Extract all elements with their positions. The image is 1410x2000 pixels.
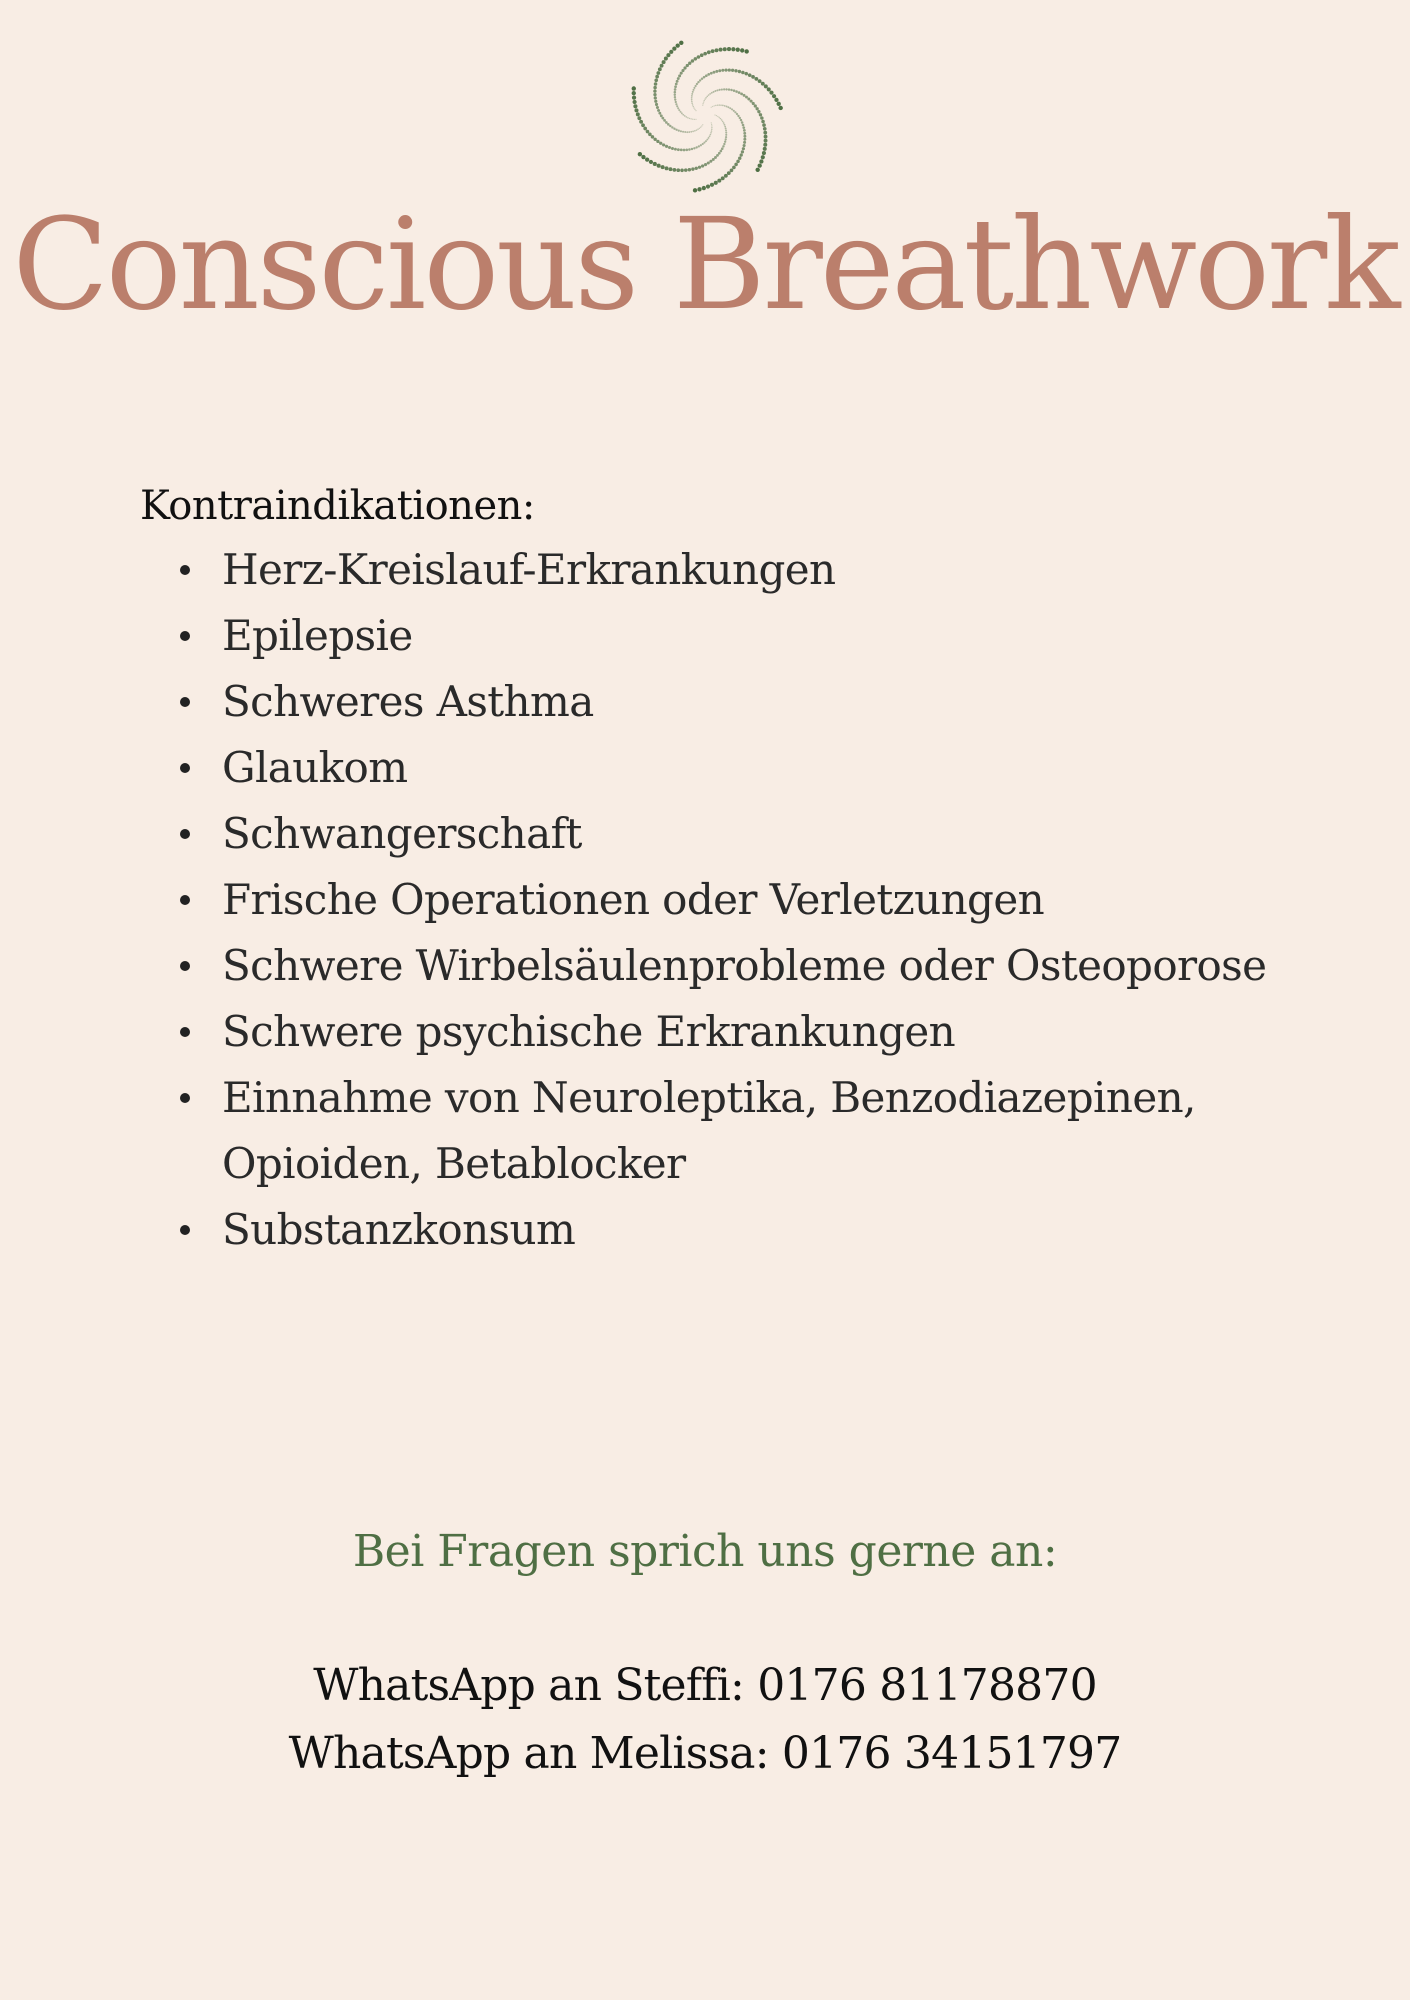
list-item	[140, 669, 1290, 735]
list-item-label: Epilepsie	[222, 611, 413, 660]
bullet-icon	[180, 961, 190, 971]
list-item	[140, 933, 1290, 999]
contact-question: Bei Fragen sprich uns gerne an:	[352, 1526, 1058, 1577]
bullet-icon	[180, 763, 190, 773]
contraindications-list	[140, 537, 1290, 1263]
bullet-icon	[180, 895, 190, 905]
spiral-dots-icon	[625, 35, 785, 195]
bullet-icon	[180, 829, 190, 839]
bullet-icon	[180, 1027, 190, 1037]
list-item-label: Schwere psychische Erkrankungen	[222, 1007, 956, 1056]
list-item	[140, 735, 1290, 801]
bullet-icon	[180, 631, 190, 641]
list-item	[140, 801, 1290, 867]
list-item-label: Schweres Asthma	[222, 677, 594, 726]
contact-lines	[0, 1652, 1410, 1788]
list-item-label: Einnahme von Neuroleptika, Benzodiazepinen, Opioiden, Betablocker	[222, 1073, 1196, 1188]
list-item-label: Schwangerschaft	[222, 809, 582, 858]
list-item-label: Substanzkonsum	[222, 1205, 576, 1254]
bullet-icon	[180, 697, 190, 707]
contact-steffi: WhatsApp an Steffi: 0176 81178870	[313, 1660, 1097, 1711]
list-item	[140, 537, 1290, 603]
bullet-icon	[180, 1093, 190, 1103]
list-item	[140, 1065, 1290, 1197]
list-item-label: Schwere Wirbelsäulenprobleme oder Osteoporose	[222, 941, 1267, 990]
bullet-icon	[180, 1225, 190, 1235]
bullet-icon	[180, 565, 190, 575]
list-item-label: Herz-Kreislauf-Erkrankungen	[222, 545, 836, 594]
list-item	[140, 999, 1290, 1065]
page-title: Conscious Breathwork	[12, 191, 1398, 338]
contraindications-heading: Kontraindikationen:	[140, 483, 535, 529]
contraindications-section	[140, 475, 1290, 1263]
contact-melissa: WhatsApp an Melissa: 0176 34151797	[288, 1728, 1122, 1779]
list-item	[140, 1197, 1290, 1263]
list-item-label: Glaukom	[222, 743, 408, 792]
list-item	[140, 867, 1290, 933]
list-item	[140, 603, 1290, 669]
list-item-label: Frische Operationen oder Verletzungen	[222, 875, 1045, 924]
